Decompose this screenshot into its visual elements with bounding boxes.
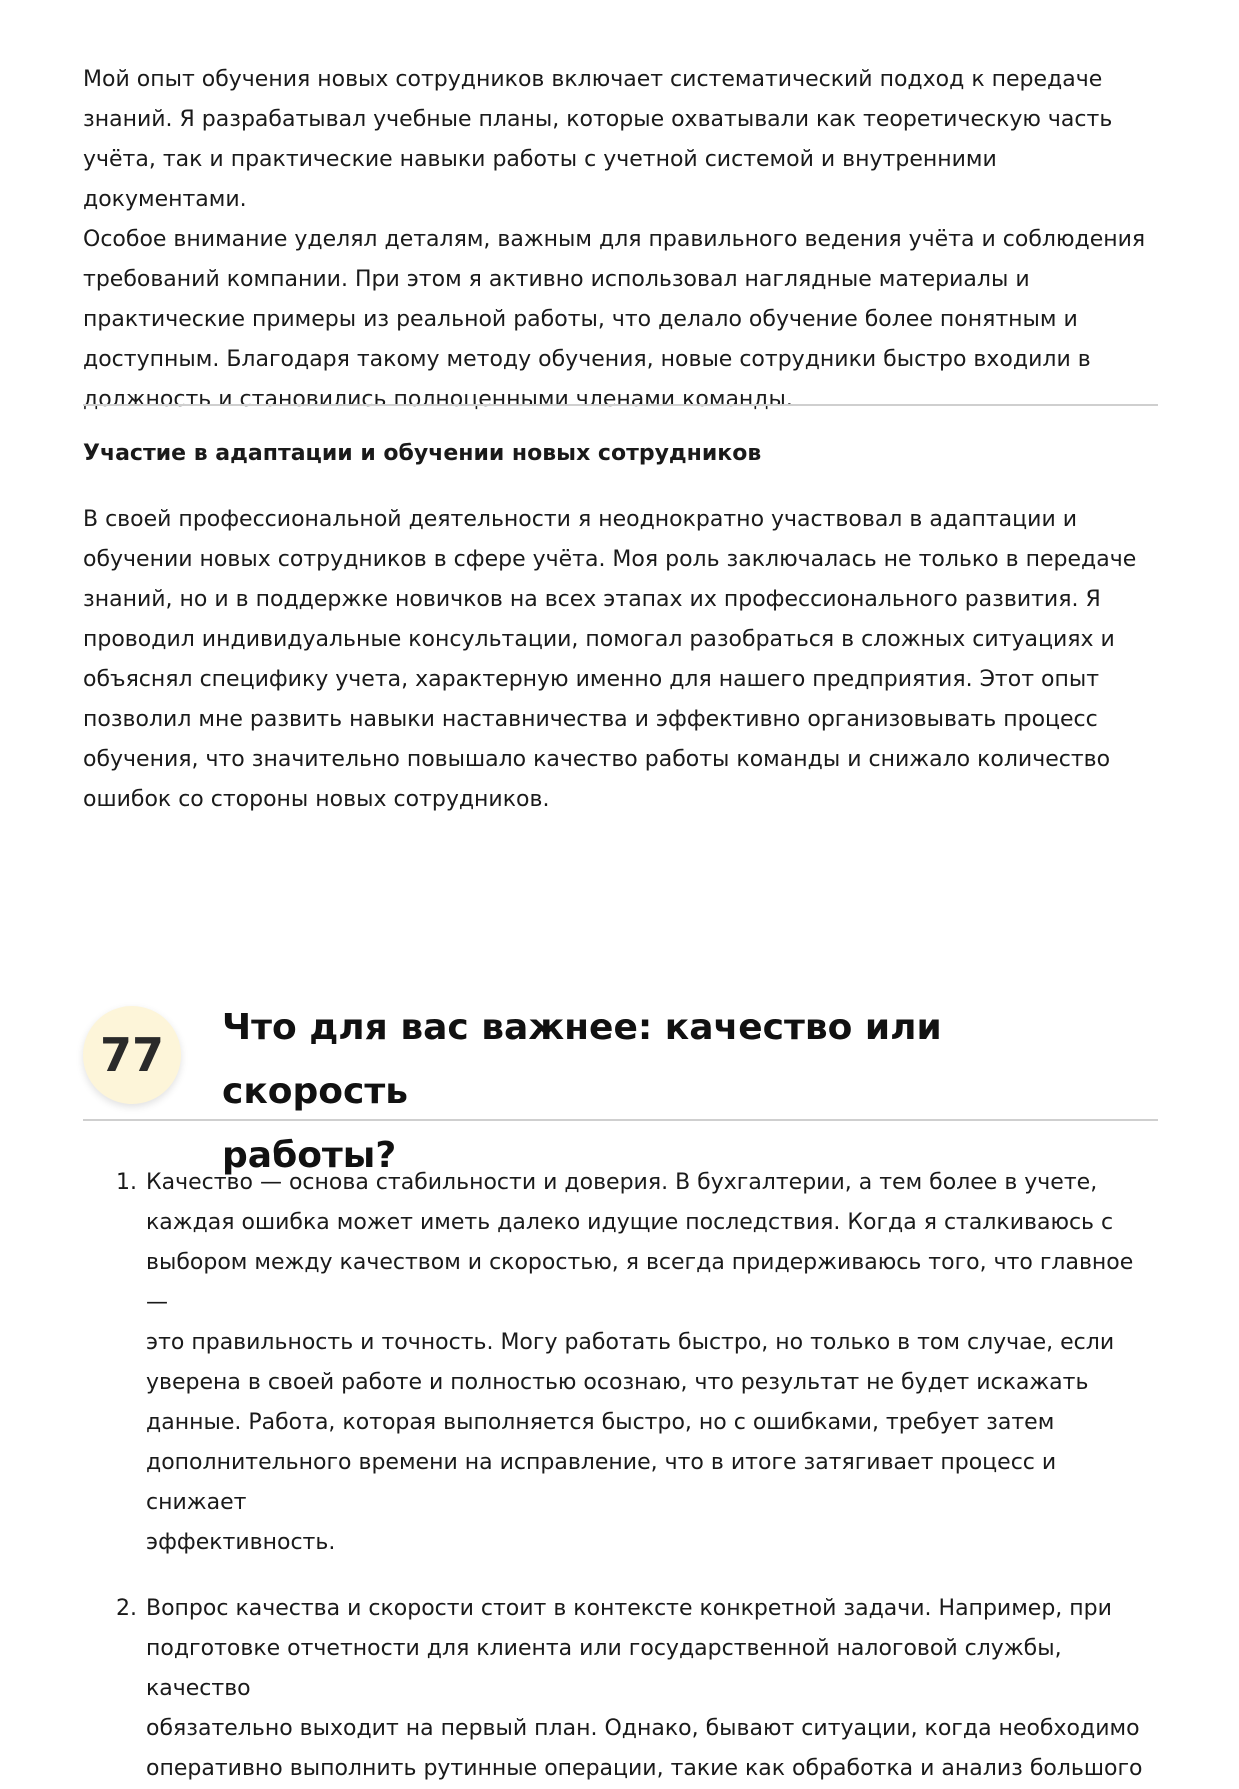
subsection-line: ошибок со стороны новых сотрудников. xyxy=(83,787,550,812)
answer-line: обязательно выходит на первый план. Однако, бывают ситуации, когда необходимо xyxy=(146,1716,1140,1741)
answer-line: это правильность и точность. Могу работать быстро, но только в том случае, если xyxy=(146,1330,1115,1355)
answer-line: Вопрос качества и скорости стоит в контексте конкретной задачи. Например, при xyxy=(146,1596,1112,1621)
intro-paragraph xyxy=(83,60,1158,420)
answer-item xyxy=(116,1163,1158,1563)
intro-line: требований компании. При этом я активно использовал наглядные материалы и xyxy=(83,267,1030,292)
subsection-line: объяснял специфику учета, характерную именно для нашего предприятия. Этот опыт xyxy=(83,667,1100,692)
question-divider xyxy=(83,1119,1158,1121)
subsection-line: В своей профессиональной деятельности я неоднократно участвовал в адаптации и xyxy=(83,507,1078,532)
subsection-line: проводил индивидуальные консультации, помогал разобраться в сложных ситуациях и xyxy=(83,627,1115,652)
subsection-line: обучении новых сотрудников в сфере учёта. Моя роль заключалась не только в передаче xyxy=(83,547,1137,572)
question-title-line: Что для вас важнее: качество или скорость xyxy=(222,1007,942,1112)
answer-line: дополнительного времени на исправление, что в итоге затягивает процесс и снижает xyxy=(146,1450,1057,1515)
answer-list xyxy=(116,1163,1158,1789)
subsection-line: позволил мне развить навыки наставничества и эффективно организовывать процесс xyxy=(83,707,1098,732)
answer-line: данные. Работа, которая выполняется быстро, но с ошибками, требует затем xyxy=(146,1410,1055,1435)
intro-line: Мой опыт обучения новых сотрудников включает систематический подход к передаче xyxy=(83,67,1103,92)
question-number-badge: 77 xyxy=(83,1006,181,1104)
answer-line: Качество — основа стабильности и доверия. В бухгалтерии, а тем более в учете, xyxy=(146,1170,1098,1195)
answer-line: каждая ошибка может иметь далеко идущие последствия. Когда я сталкиваюсь с xyxy=(146,1210,1114,1235)
answer-number: 1. xyxy=(116,1170,137,1195)
question-title-line: работы? xyxy=(222,1135,397,1176)
question-title xyxy=(222,996,1122,1188)
answer-line: оперативно выполнить рутинные операции, такие как обработка и анализ большого xyxy=(146,1756,1143,1781)
subsection-line: обучения, что значительно повышало качество работы команды и снижало количество xyxy=(83,747,1111,772)
intro-line: должность и становились полноценными членами команды. xyxy=(83,387,793,412)
section-divider xyxy=(83,404,1158,406)
intro-line: практические примеры из реальной работы, что делало обучение более понятным и xyxy=(83,307,1078,332)
intro-line: Особое внимание уделял деталям, важным для правильного ведения учёта и соблюдения xyxy=(83,227,1146,252)
subsection-heading: Участие в адаптации и обучении новых сотрудников xyxy=(83,441,762,466)
intro-line: знаний. Я разрабатывал учебные планы, которые охватывали как теоретическую часть xyxy=(83,107,1113,132)
answer-line: выбором между качеством и скоростью, я всегда придерживаюсь того, что главное — xyxy=(146,1250,1134,1315)
subsection-paragraph xyxy=(83,500,1158,820)
subsection-line: знаний, но и в поддержке новичков на всех этапах их профессионального развития. Я xyxy=(83,587,1101,612)
answer-item xyxy=(116,1589,1158,1789)
answer-number: 2. xyxy=(116,1596,137,1621)
answer-line: уверена в своей работе и полностью осознаю, что результат не будет искажать xyxy=(146,1370,1089,1395)
answer-line: эффективность. xyxy=(146,1530,336,1555)
intro-line: доступным. Благодаря такому методу обучения, новые сотрудники быстро входили в xyxy=(83,347,1091,372)
intro-line: учёта, так и практические навыки работы с учетной системой и внутренними документами. xyxy=(83,147,997,212)
answer-line: подготовке отчетности для клиента или государственной налоговой службы, качество xyxy=(146,1636,1062,1701)
